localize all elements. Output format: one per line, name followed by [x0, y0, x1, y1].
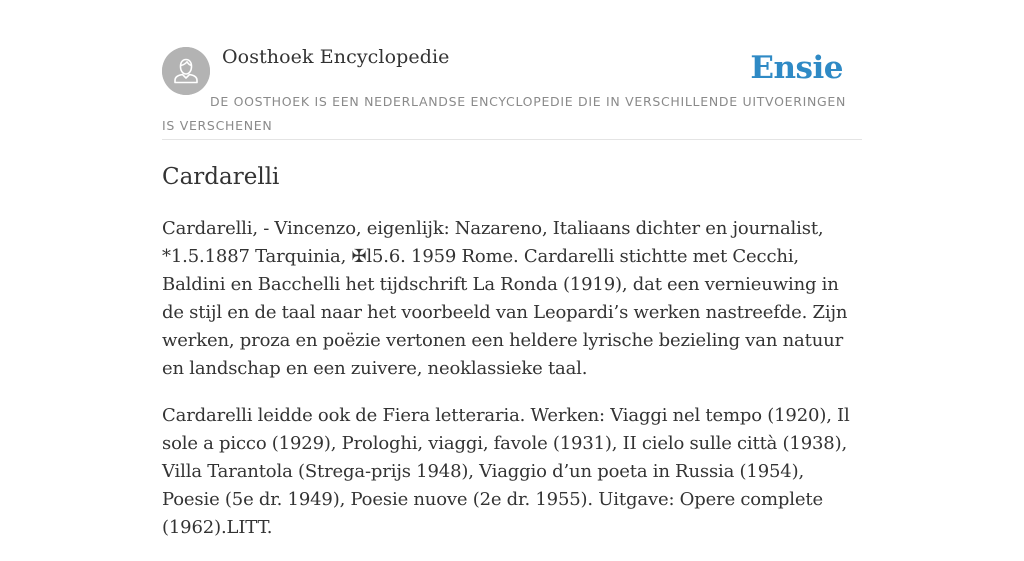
page-container	[162, 0, 862, 538]
source-description: DE OOSTHOEK IS EEN NEDERLANDSE ENCYCLOPEDIE DIE IN VERSCHILLENDE UITVOERINGEN IS VERSCHENEN	[162, 94, 847, 133]
source-header	[162, 0, 862, 140]
article-body	[162, 215, 862, 561]
user-silhouette-icon[interactable]	[162, 47, 210, 95]
ensie-logo[interactable]: Ensie	[750, 50, 843, 86]
article-paragraph: Cardarelli leidde ook de Fiera letteraria. Werken: Viaggi nel tempo (1920), Il sole a picco (1929), Prologhi, viaggi, favole (1931), II cielo sulle città (1938), Villa Tarantola (Strega-prijs 1948), Viaggio d’un poeta in Russia (1954), Poesie (5e dr. 1949), Poesie nuove (2e dr. 1955). Uitgave: Opere complete (1962).LITT.	[162, 405, 850, 538]
article-paragraph: Cardarelli, - Vincenzo, eigenlijk: Nazareno, Italiaans dichter en journalist, *1.5.1887 Tarquinia, ✠l5.6. 1959 Rome. Cardarelli stichtte met Cecchi, Baldini en Bacchelli het tijdschrift La Ronda (1919), dat een vernieuwing in de stijl en de taal naar het voorbeeld van Leopardi’s werken nastreefde. Zijn werken, proza en poëzie vertonen een heldere lyrische bezieling van natuur en landschap en een zuivere, neoklassieke taal.	[162, 218, 848, 379]
source-title[interactable]: Oosthoek Encyclopedie	[222, 46, 450, 68]
article-title: Cardarelli	[162, 164, 280, 190]
